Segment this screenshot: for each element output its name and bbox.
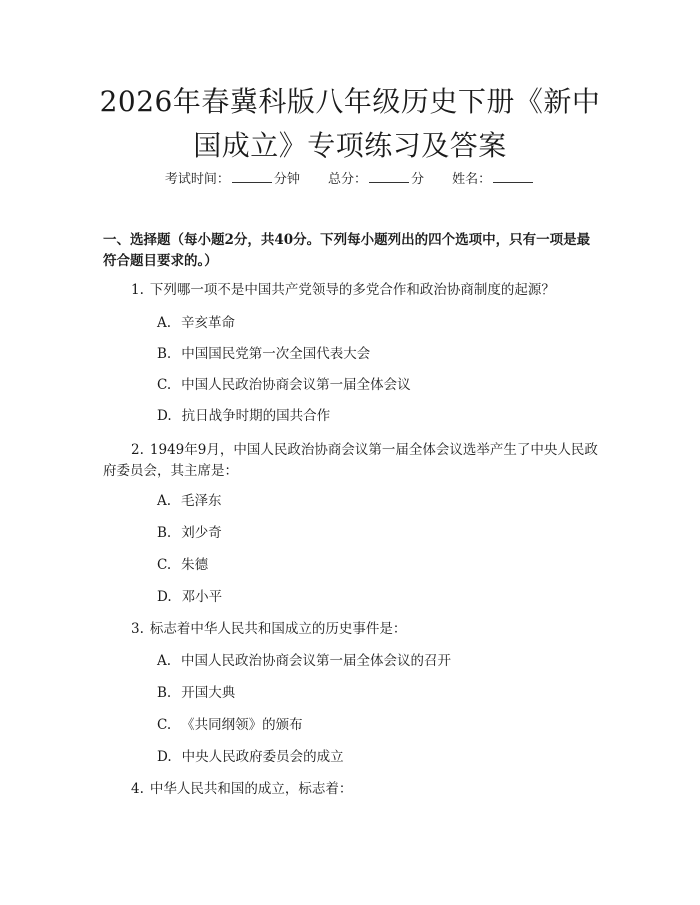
option-text: 刘少奇	[181, 525, 222, 541]
total-score-blank	[369, 169, 409, 183]
question-number: 2.	[131, 442, 144, 458]
question-number: 1.	[131, 282, 144, 298]
question-text: 下列哪一项不是中国共产党领导的多党合作和政治协商制度的起源？	[149, 282, 555, 298]
question-3-option-b	[157, 683, 597, 704]
question-4	[103, 779, 603, 800]
option-letter: A.	[157, 653, 172, 669]
option-text: 中国人民政治协商会议第一届全体会议	[181, 377, 411, 393]
option-text: 辛亥革命	[181, 315, 236, 331]
student-name-blank	[493, 169, 533, 183]
option-letter: C.	[157, 557, 172, 573]
option-text: 邓小平	[181, 589, 223, 605]
document-title: 2026年春冀科版八年级历史下册《新中国成立》专项练习及答案	[99, 85, 601, 162]
question-text: 中华人民共和国的成立，标志着：	[149, 781, 353, 797]
section-heading: 一、选择题（每小题2分，共40分。下列每小题列出的四个选项中，只有一项是最符合题目要求的。）	[103, 232, 591, 269]
question-3-option-d	[157, 747, 597, 768]
exam-time-unit: 分钟	[273, 172, 300, 187]
question-1	[103, 280, 603, 301]
option-text: 毛泽东	[181, 493, 222, 509]
question-text: 标志着中华人民共和国成立的历史事件是：	[149, 621, 407, 637]
question-text: 1949年9月，中国人民政治协商会议第一届全体会议选举产生了中央人民政府委员会，其主席是：	[103, 442, 598, 479]
option-letter: D.	[157, 589, 172, 605]
option-text: 抗日战争时期的国共合作	[181, 408, 331, 424]
question-3-option-c	[157, 715, 597, 736]
option-text: 中央人民政府委员会的成立	[181, 749, 344, 765]
student-name-field	[452, 172, 535, 187]
total-score-label: 总分：	[327, 172, 367, 187]
question-2-option-a	[157, 491, 597, 512]
option-letter: D.	[157, 408, 172, 424]
exam-time-field	[165, 172, 300, 187]
exam-time-blank	[232, 169, 272, 183]
question-1-option-d	[157, 406, 597, 427]
option-letter: C.	[157, 377, 172, 393]
option-letter: C.	[157, 717, 172, 733]
option-letter: B.	[157, 525, 172, 541]
total-score-unit: 分	[411, 172, 425, 187]
total-score-field	[328, 172, 424, 187]
question-2-option-c	[157, 555, 597, 576]
option-text: 中国人民政治协商会议第一届全体会议的召开	[181, 653, 452, 669]
option-letter: D.	[157, 749, 172, 765]
exam-meta	[0, 169, 700, 189]
question-number: 4.	[131, 781, 144, 797]
option-letter: A.	[157, 315, 172, 331]
question-2-option-d	[157, 587, 597, 608]
option-text: 《共同纲领》的颁布	[181, 717, 303, 733]
question-1-option-a	[157, 313, 597, 334]
student-name-label: 姓名：	[452, 172, 492, 187]
question-number: 3.	[131, 621, 144, 637]
question-1-option-b	[157, 344, 597, 365]
question-3	[103, 619, 603, 640]
option-text: 开国大典	[181, 685, 236, 701]
question-3-option-a	[157, 651, 597, 672]
question-2-option-b	[157, 523, 597, 544]
exam-time-label: 考试时间：	[164, 172, 230, 187]
option-text: 朱德	[181, 557, 209, 573]
question-2	[103, 440, 603, 482]
option-letter: B.	[157, 346, 172, 362]
question-1-option-c	[157, 375, 597, 396]
option-letter: A.	[157, 493, 172, 509]
option-letter: B.	[157, 685, 172, 701]
option-text: 中国国民党第一次全国代表大会	[181, 346, 371, 362]
